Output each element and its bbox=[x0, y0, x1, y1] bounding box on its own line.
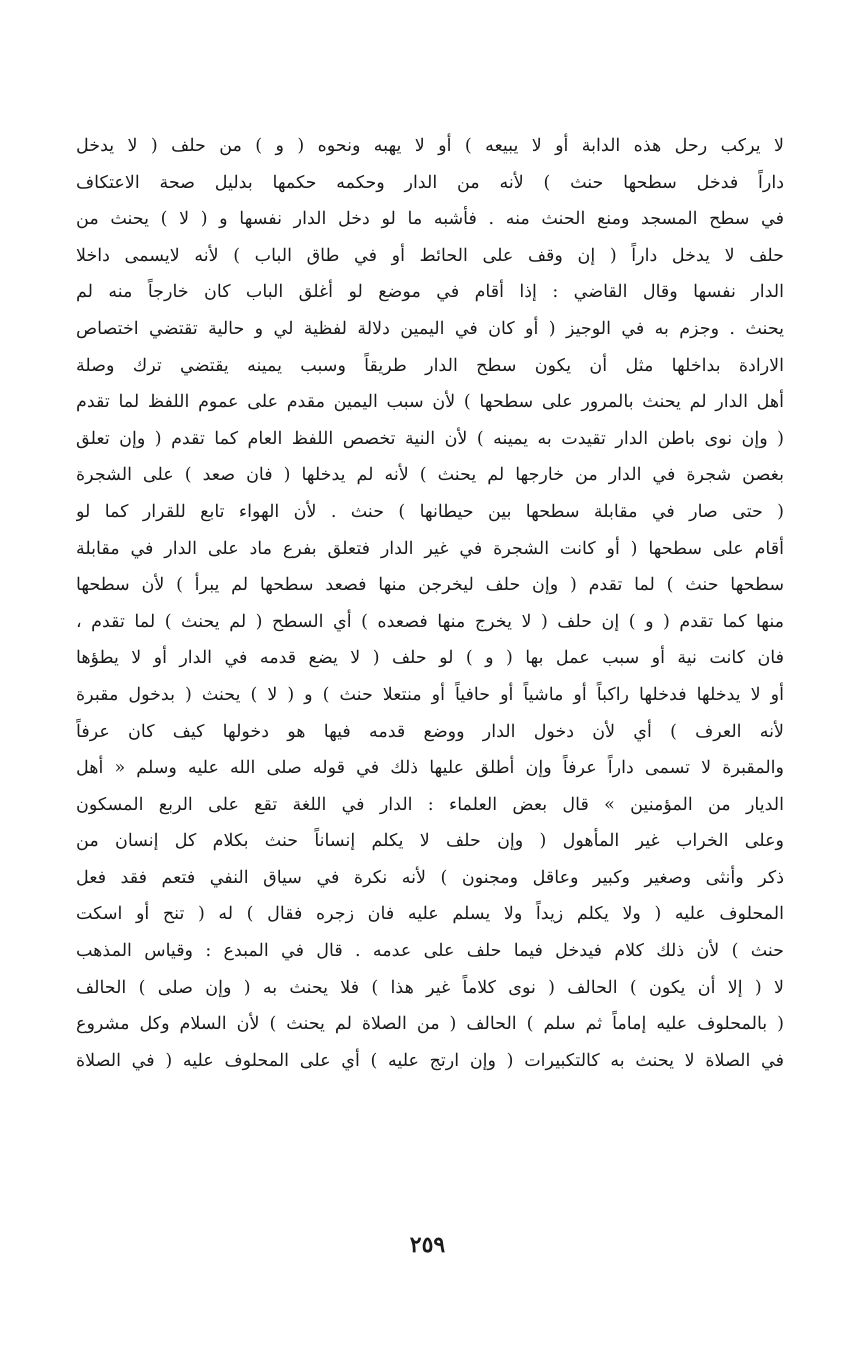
text-line-13: سطحها حنث ) لما تقدم ( وإن حلف ليخرجن منها فصعد سطحها لم يبرأ ) لأن سطحها bbox=[76, 575, 784, 596]
text-line-11: ( حتى صار في مقابلة سطحها بين حيطانها ) حنث . لأن الهواء تابع للقرار كما لو bbox=[76, 501, 784, 522]
text-line-14: منها كما تقدم ( و ) إن حلف ( لا يخرج منها فصعده ) أي السطح ( لم يحنث ) لما تقدم ، bbox=[76, 611, 784, 632]
text-line-24: لا ( إلا أن يكون ) الحالف ( نوى كلاماً غير هذا ) فلا يحنث به ( وإن صلى ) الحالف bbox=[76, 977, 784, 998]
text-line-23: حنث ) لأن ذلك كلام فيدخل فيما حلف على عدمه . قال في المبدع : وقياس المذهب bbox=[76, 941, 784, 962]
text-line-17: لأنه العرف ) أي لأن دخول الدار ووضع قدمه فيها هو دخولها كيف كان عرفاً bbox=[76, 721, 784, 742]
body-text bbox=[76, 128, 784, 1079]
text-line-5: الدار نفسها وقال القاضي : إذا أقام في موضع لو أغلق الباب كان خارجاً منه لم bbox=[76, 282, 784, 303]
text-line-16: أو لا يدخلها فدخلها راكباً أو ماشياً أو حافياً أو منتعلا حنث ) و ( لا ) يحنث ( بدخول مقبرة bbox=[76, 684, 784, 705]
text-line-18: والمقبرة لا تسمى داراً عرفاً وإن أطلق عليها ذلك في قوله صلى الله عليه وسلم « أهل bbox=[76, 758, 784, 779]
text-line-10: بغصن شجرة في الدار من خارجها لم يحنث ) لأنه لم يدخلها ( فان صعد ) على الشجرة bbox=[76, 465, 784, 486]
text-line-6: يحنث . وجزم به في الوجيز ( أو كان في اليمين دلالة لفظية لي و حالية تقتضي اختصاص bbox=[76, 318, 784, 339]
text-line-1: لا يركب رحل هذه الدابة أو لا يبيعه ) أو لا يهبه ونحوه ( و ) من حلف ( لا يدخل bbox=[76, 136, 784, 156]
text-line-4: حلف لا يدخل داراً ( إن وقف على الحائط أو في طاق الباب ) لأنه لايسمى داخلا bbox=[76, 245, 784, 266]
text-line-26: في الصلاة لا يحنث به كالتكبيرات ( وإن ارتج عليه ) أي على المحلوف عليه ( في الصلاة bbox=[76, 1050, 784, 1071]
text-line-15: فان كانت نية أو سبب عمل بها ( و ) لو حلف ( لا يضع قدمه في الدار أو لا يطؤها bbox=[76, 648, 784, 669]
text-line-12: أقام على سطحها ( أو كانت الشجرة في غير الدار فتعلق بفرع ماد على الدار في مقابلة bbox=[76, 538, 784, 559]
text-line-21: ذكر وأنثى وصغير وكبير وعاقل ومجنون ) لأنه نكرة في سياق النفي فتعم فقد فعل bbox=[76, 867, 784, 888]
text-line-19: الديار من المؤمنين » قال بعض العلماء : الدار في اللغة تقع على الربع المسكون bbox=[76, 794, 784, 815]
text-line-9: ( وإن نوى باطن الدار تقيدت به يمينه ) لأن النية تخصص اللفظ العام كما تقدم ( وإن تعلق bbox=[76, 428, 784, 449]
text-line-8: أهل الدار لم يحنث بالمرور على سطحها ) لأن سبب اليمين مقدم على عموم اللفظ لما تقدم bbox=[76, 392, 784, 413]
text-line-2: داراً فدخل سطحها حنث ) لأنه من الدار وحكمه حكمها بدليل صحة الاعتكاف bbox=[76, 172, 784, 193]
text-line-20: وعلى الخراب غير المأهول ( وإن حلف لا يكلم إنساناً حنث بكلام كل إنسان من bbox=[76, 831, 784, 852]
text-line-3: في سطح المسجد ومنع الحنث منه . فأشبه ما لو دخل الدار نفسها و ( لا ) يحنث من bbox=[76, 209, 784, 230]
text-line-7: الارادة بداخلها مثل أن يكون سطح الدار طريقاً وسبب يمينه يقتضي ترك وصلة bbox=[76, 355, 784, 376]
text-line-25: ( بالمحلوف عليه إماماً ثم سلم ) الحالف ( من الصلاة لم يحنث ) لأن السلام وكل مشروع bbox=[76, 1014, 784, 1035]
text-line-22: المحلوف عليه ( ولا يكلم زيداً ولا يسلم عليه فان زجره فقال ) له ( تنح أو اسكت bbox=[76, 904, 784, 925]
page-number: ٢٥٩ bbox=[409, 1232, 446, 1258]
